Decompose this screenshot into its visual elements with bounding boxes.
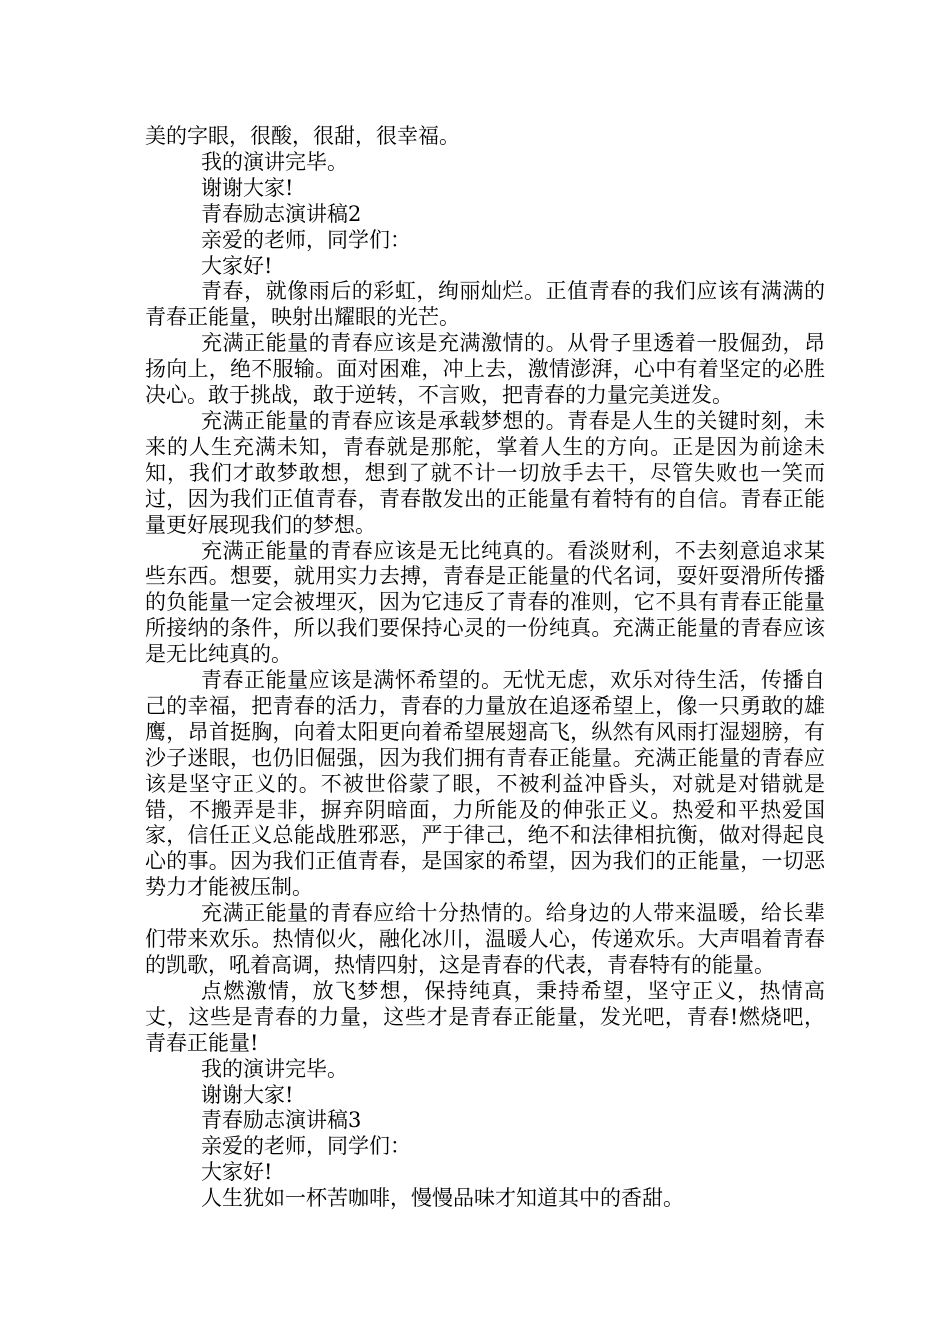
paragraph: 充满正能量的青春应该是无比纯真的。看淡财利，不去刻意追求某些东西。想要，就用实力去搏，青春是正能量的代名词，耍奸耍滑所传播的负能量一定会被埋灭，因为它违反了青春的准则，它不具有青春正能量所接纳的条件，所以我们要保持心灵的一份纯真。充满正能量的青春应该是无比纯真的。 [145, 538, 825, 667]
greeting: 大家好! [201, 253, 273, 278]
paragraph: 充满正能量的青春应给十分热情的。给身边的人带来温暖，给长辈们带来欢乐。热情似火，融化冰川，温暖人心，传递欢乐。大声唱着青春的凯歌，吼着高调，热情四射，这是青春的代表，青春特有的能量。 [145, 901, 825, 977]
thanks-line: 谢谢大家! [201, 1082, 294, 1107]
closing-line: 我的演讲完毕。 [201, 149, 348, 174]
paragraph: 青春正能量应该是满怀希望的。无忧无虑，欢乐对待生活，传播自己的幸福，把青春的活力，青春的力量放在追逐希望上，像一只勇敢的雄鹰，昂首挺胸，向着太阳更向着希望展翅高飞，纵然有风雨打湿翅膀，有沙子迷眼，也仍旧倔强，因为我们拥有青春正能量。充满正能量的青春应该是坚守正义的。不被世俗蒙了眼，不被利益冲昏头，对就是对错就是错，不搬弄是非，摒弃阴暗面，力所能及的伸张正义。热爱和平热爱国家，信任正义总能战胜邪恶，严于律己，绝不和法律相抗衡，做对得起良心的事。因为我们正值青春，是国家的希望，因为我们的正能量，一切恶势力才能被压制。 [145, 668, 825, 900]
salutation: 亲爱的老师，同学们： [201, 227, 411, 252]
document-body [145, 124, 825, 1212]
paragraph: 充满正能量的青春应该是充满激情的。从骨子里透着一股倔劲，昂扬向上，绝不服输。面对困难，冲上去，激情澎湃，心中有着坚定的必胜决心。敢于挑战，敢于逆转，不言败，把青春的力量完美迸发。 [145, 331, 825, 408]
paragraph: 青春，就像雨后的彩虹，绚丽灿烂。正值青春的我们应该有满满的青春正能量，映射出耀眼的光芒。 [145, 279, 825, 330]
thanks-line: 谢谢大家! [201, 175, 294, 200]
salutation: 亲爱的老师，同学们： [201, 1134, 411, 1159]
closing-line: 我的演讲完毕。 [201, 1056, 348, 1081]
section-title: 青春励志演讲稿3 [201, 1108, 362, 1133]
paragraph: 充满正能量的青春应该是承载梦想的。青春是人生的关键时刻，未来的人生充满未知，青春就是那舵，掌着人生的方向。正是因为前途未知，我们才敢梦敢想，想到了就不计一切放手去干，尽管失败也一笑而过，因为我们正值青春，青春散发出的正能量有着特有的自信。青春正能量更好展现我们的梦想。 [145, 408, 825, 537]
greeting: 大家好! [201, 1160, 273, 1185]
paragraph: 美的字眼，很酸，很甜，很幸福。 [145, 124, 460, 148]
paragraph: 点燃激情，放飞梦想，保持纯真，秉持希望，坚守正义，热情高丈，这些是青春的力量，这些才是青春正能量，发光吧，青春!燃烧吧，青春正能量! [145, 978, 825, 1055]
paragraph: 人生犹如一杯苦咖啡，慢慢品味才知道其中的香甜。 [201, 1186, 684, 1211]
section-title: 青春励志演讲稿2 [201, 201, 362, 226]
